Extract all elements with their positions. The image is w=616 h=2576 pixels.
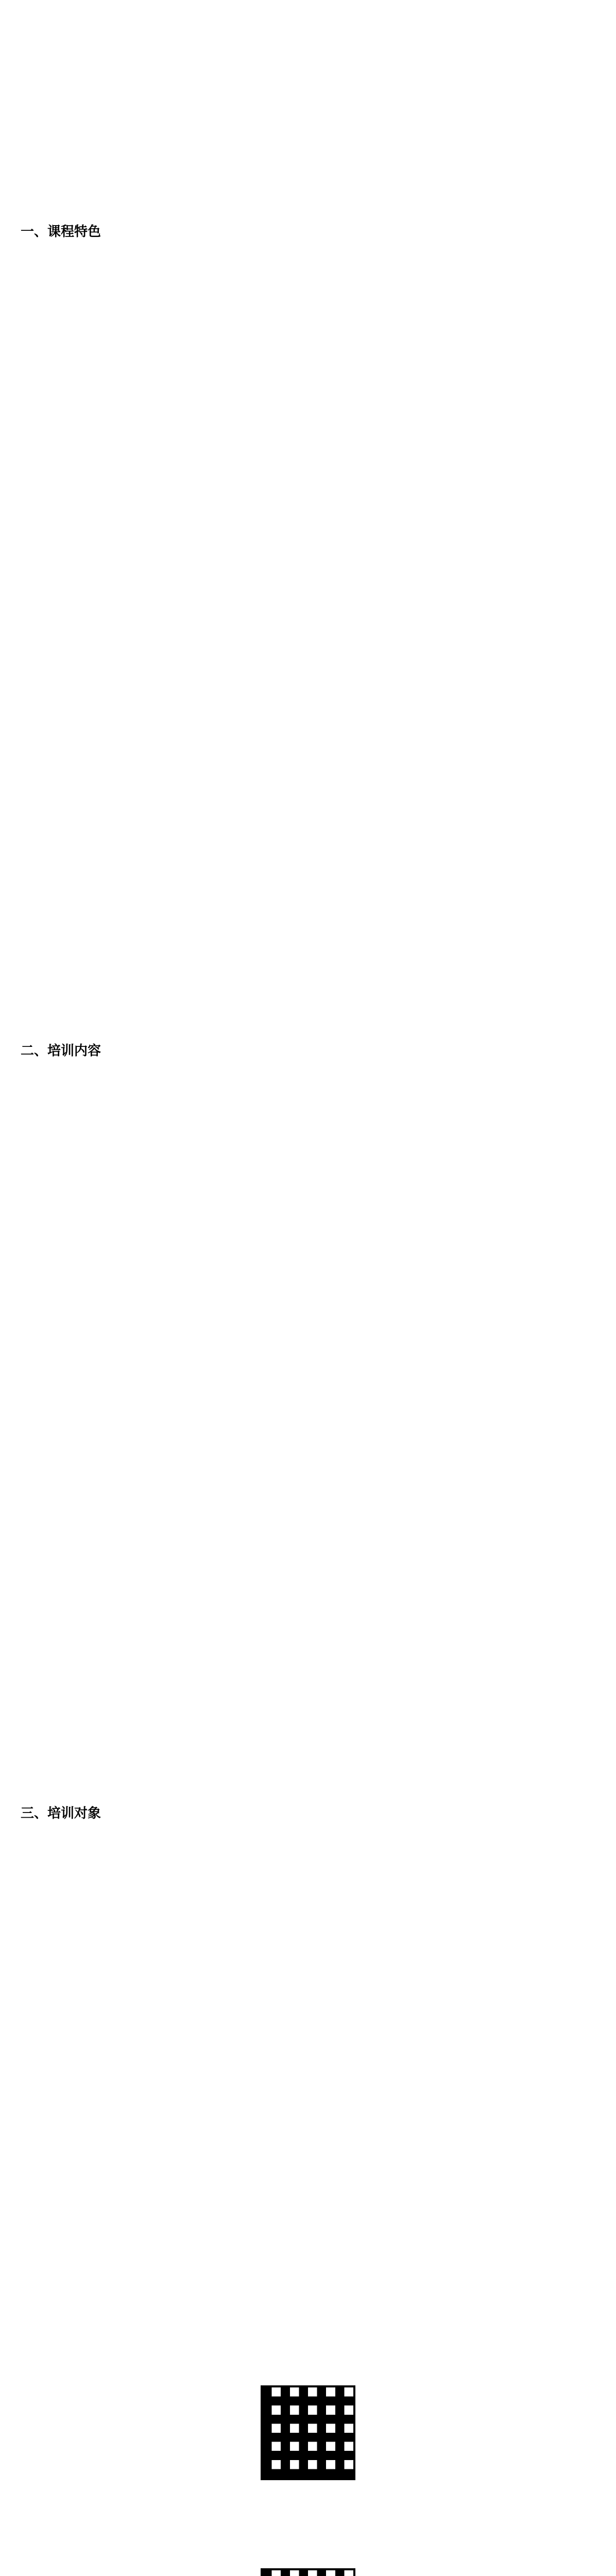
section-heading: 二、培训内容 <box>21 1043 101 1059</box>
section-heading: 三、培训对象 <box>21 1806 101 1821</box>
section-heading: 一、课程特色 <box>21 224 101 240</box>
qr-code[interactable] <box>261 2385 355 2480</box>
qr-code[interactable] <box>261 2568 355 2576</box>
